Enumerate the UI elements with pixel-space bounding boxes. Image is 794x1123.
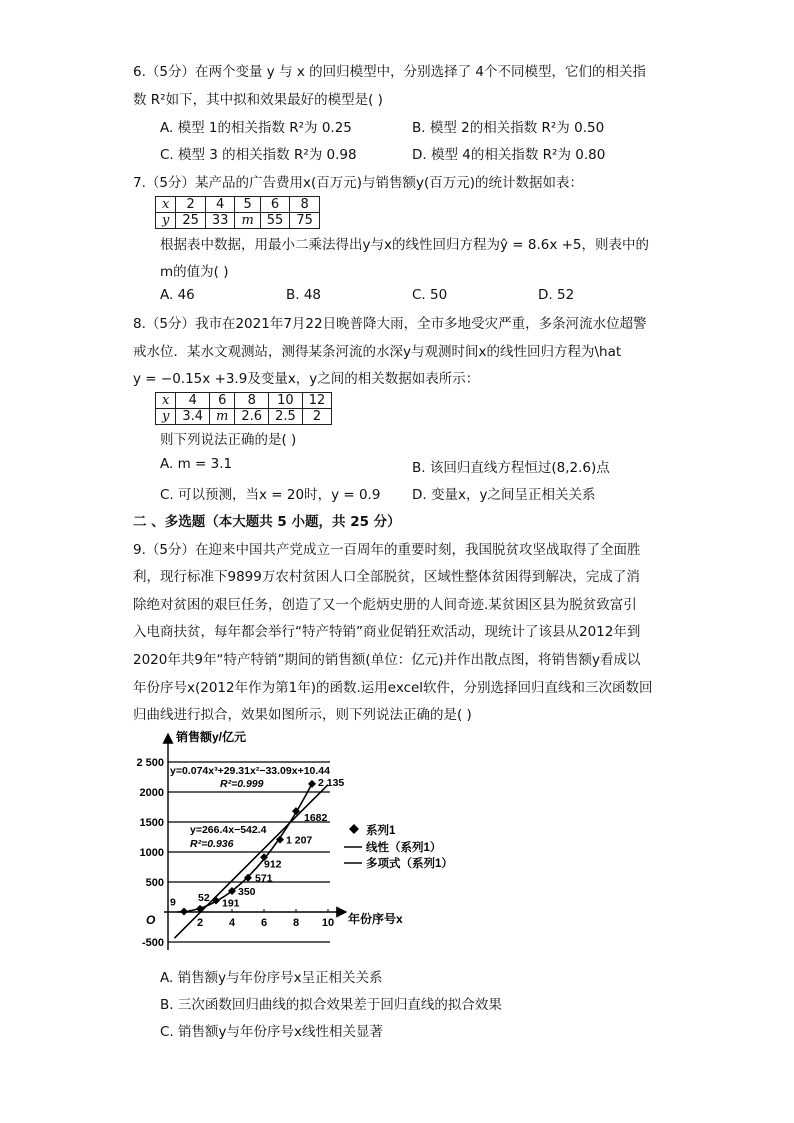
table-header-y: y — [156, 409, 176, 425]
y-tick-label: 2 500 — [136, 757, 164, 769]
q8-option-c: C. 可以预测，当x = 20时，y = 0.9 — [160, 487, 381, 503]
table-cell: 2 — [176, 197, 206, 213]
q9-option-c: C. 销售额y与年份序号x线性相关显著 — [160, 1024, 383, 1040]
poly-equation: y=0.074x³+29.31x²−33.09x+10.44 — [170, 765, 330, 777]
q7-option-d: D. 52 — [538, 287, 575, 303]
data-label: 912 — [264, 858, 282, 871]
table-cell: 6 — [260, 197, 290, 213]
y-tick-label: 1000 — [139, 847, 164, 859]
legend-marker-series1 — [349, 824, 359, 834]
table-row — [156, 409, 332, 425]
data-label: 9 — [170, 896, 176, 909]
y-tick-label: 1500 — [139, 817, 164, 829]
q6-option-a: A. 模型 1的相关指数 R²为 0.25 — [160, 120, 352, 136]
table-cell: 4 — [205, 197, 235, 213]
q8-line1: 8.（5分）我市在2021年7月22日晚普降大雨，全市多地受灾严重，多条河流水位超警 — [133, 316, 647, 332]
table-cell: m — [210, 409, 235, 425]
data-label: 1 207 — [286, 834, 313, 847]
q8-line4: 则下列说法正确的是( ) — [160, 432, 297, 448]
y-axis-label: 销售额y/亿元 — [176, 730, 247, 744]
q7-line2: m的值为( ) — [160, 264, 229, 280]
q9-line: 归曲线进行拟合，效果如图所示，则下列说法正确的是( ) — [133, 707, 472, 723]
table-cell: 3.4 — [176, 409, 210, 425]
x-tick-label: 6 — [260, 917, 268, 929]
section-heading: 二 、多选题（本大题共 5 小题，共 25 分） — [133, 514, 401, 530]
x-axis-label: 年份序号x — [348, 912, 403, 926]
q8-option-d: D. 变量x，y之间呈正相关关系 — [412, 487, 596, 503]
q6-option-c: C. 模型 3 的相关指数 R²为 0.98 — [160, 147, 357, 163]
table-cell: 6 — [210, 393, 235, 409]
table-cell: 10 — [269, 393, 303, 409]
legend-label: 多项式（系列1） — [366, 858, 453, 870]
data-label: 191 — [222, 897, 240, 910]
linear-trend-line — [174, 785, 328, 938]
q7-option-a: A. 46 — [160, 287, 195, 303]
q9-option-a: A. 销售额y与年份序号x呈正相关关系 — [160, 970, 383, 986]
q7-option-c: C. 50 — [412, 287, 448, 303]
table-header-x: x — [156, 393, 176, 409]
linear-equation: y=266.4x−542.4 — [190, 824, 267, 836]
q9-line: 2020年共9年“特产特销”期间的销售额(单位：亿元)并作出散点图，将销售额y看成以 — [133, 652, 641, 668]
linear-r2: R²=0.936 — [190, 838, 234, 850]
table-header-x: x — [156, 197, 176, 213]
y-tick-label: 2000 — [139, 787, 164, 799]
q9-line: 利，现行标准下9899万农村贫困人口全部脱贫，区域性整体贫困得到解决，完成了消 — [133, 569, 640, 585]
q7-line1: 根据表中数据，用最小二乘法得出y与x的线性回归方程为ŷ = 8.6x +5，则表中的 — [160, 237, 650, 253]
data-point — [180, 907, 188, 915]
q8-option-a: A. m = 3.1 — [160, 456, 233, 472]
data-label: 2 135 — [318, 776, 345, 789]
q9-line: 除绝对贫困的艰巨任务，创造了又一个彪炳史册的人间奇迹.某贫困区县为脱贫致富引 — [133, 597, 637, 613]
x-tick-label: 2 — [196, 917, 204, 929]
data-label: 571 — [255, 872, 273, 885]
data-label: 1682 — [304, 812, 328, 825]
y-tick-label: 500 — [145, 877, 164, 889]
table-header-y: y — [156, 213, 176, 229]
table-cell: 12 — [302, 393, 332, 409]
table-cell: 2 — [302, 409, 332, 425]
data-label: 52 — [198, 891, 210, 904]
q9-line: 年份序号x(2012年作为第1年)的函数.运用excel软件，分别选择回归直线和三次函数回 — [133, 680, 653, 696]
x-tick-label: 8 — [292, 917, 300, 929]
q8-line3: y = −0.15x +3.9及变量x，y之间的相关数据如表所示： — [133, 371, 480, 387]
q7-option-b: B. 48 — [286, 287, 322, 303]
table-cell: 25 — [176, 213, 206, 229]
table-cell: 75 — [290, 213, 320, 229]
table-cell: 55 — [260, 213, 290, 229]
x-tick-label: 10 — [321, 917, 335, 929]
q6-stem-line2: 数 R²如下，其中拟和效果最好的模型是( ) — [133, 92, 383, 108]
q9-line: 9.（5分）在迎来中国共产党成立一百周年的重要时刻，我国脱贫攻坚战取得了全面胜 — [133, 542, 641, 558]
table-row — [156, 197, 320, 213]
legend — [344, 823, 453, 870]
data-point — [308, 780, 316, 788]
y-tick-label: -500 — [141, 937, 164, 949]
table-cell: 2.6 — [235, 409, 269, 425]
table-cell: 8 — [235, 393, 269, 409]
table-cell: m — [235, 213, 260, 229]
q8-data-table — [155, 392, 332, 425]
q9-option-b: B. 三次函数回归曲线的拟合效果差于回归直线的拟合效果 — [160, 997, 502, 1013]
table-row — [156, 393, 332, 409]
table-cell: 5 — [235, 197, 260, 213]
legend-label: 线性（系列1） — [366, 842, 442, 854]
q6-option-d: D. 模型 4的相关指数 R²为 0.80 — [412, 147, 606, 163]
q8-line2: 戒水位．某水文观测站，测得某条河流的水深y与观测时间x的线性回归方程为\hat — [133, 344, 622, 360]
scatter-chart — [130, 726, 460, 951]
q8-option-b: B. 该回归直线方程恒过(8,2.6)点 — [412, 460, 610, 476]
q6-option-b: B. 模型 2的相关指数 R²为 0.50 — [412, 120, 605, 136]
poly-r2: R²=0.999 — [220, 778, 264, 790]
table-row — [156, 213, 320, 229]
legend-label: 系列1 — [366, 825, 396, 837]
table-cell: 8 — [290, 197, 320, 213]
table-cell: 2.5 — [269, 409, 303, 425]
table-cell: 33 — [205, 213, 235, 229]
q6-stem-line1: 6.（5分）在两个变量 y 与 x 的回归模型中，分别选择了 4个不同模型，它们的相关指 — [133, 64, 646, 80]
table-cell: 4 — [176, 393, 210, 409]
x-tick-label: 4 — [228, 917, 236, 929]
q7-data-table — [155, 196, 320, 229]
q7-stem: 7.（5分）某产品的广告费用x(百万元)与销售额y(百万元)的统计数据如表： — [133, 175, 584, 191]
origin-label: O — [146, 913, 156, 927]
data-label: 350 — [238, 886, 256, 898]
q9-line: 入电商扶贫，每年都会举行“特产特销”商业促销狂欢活动，现统计了该县从2012年到 — [133, 624, 641, 640]
